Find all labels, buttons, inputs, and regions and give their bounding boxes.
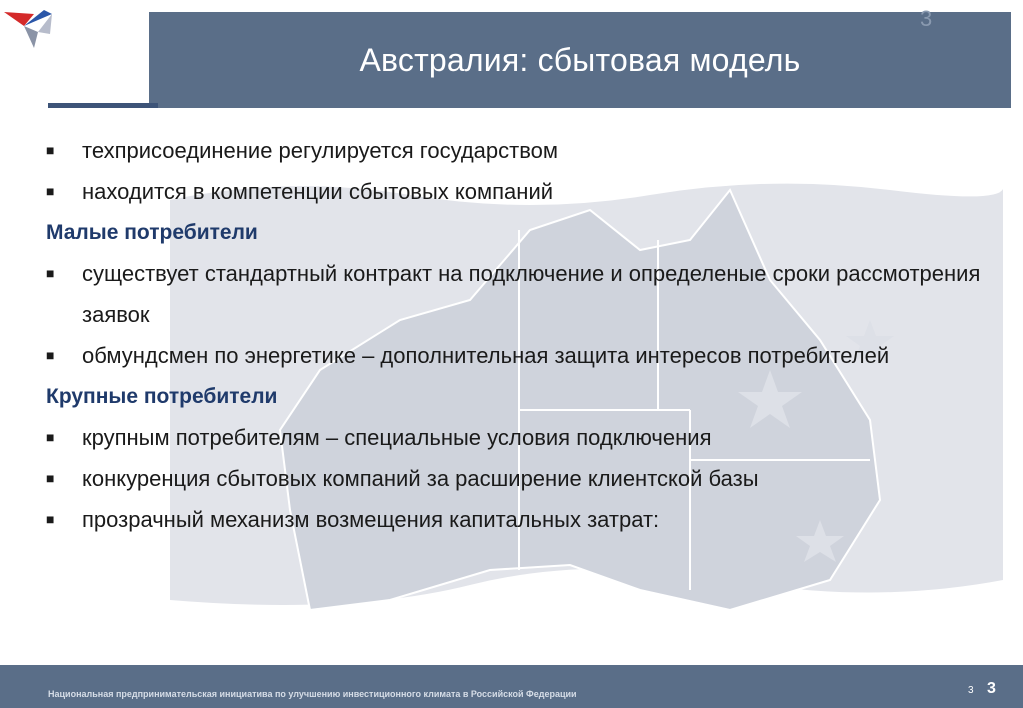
section-heading-large-consumers: Крупные потребители — [46, 385, 278, 408]
bullet-text: находится в компетенции сбытовых компаний — [82, 179, 554, 204]
bullet-marker: ■ — [46, 511, 55, 527]
bullet-marker: ■ — [46, 429, 55, 445]
bullet-item — [46, 253, 1006, 335]
bullet-marker: ■ — [46, 470, 55, 486]
bullet-text: конкуренция сбытовых компаний за расширение клиентской базы — [82, 466, 759, 491]
bullet-text: существует стандартный контракт на подключение и определеные сроки рассмотрения заявок — [82, 261, 981, 327]
bullet-text: техприсоединение регулируется государством — [82, 138, 559, 163]
bullet-item — [46, 458, 1006, 499]
initiative-logo — [4, 4, 60, 54]
bullet-item — [46, 130, 1006, 171]
footer-bar — [0, 665, 1023, 708]
footer-organization-text: Национальная предпринимательская инициатива по улучшению инвестиционного климата в Российской Федерации — [48, 689, 577, 699]
bullet-item — [46, 499, 1006, 540]
footer-page-number-small: 3 — [968, 685, 974, 696]
slide-title: Австралия: сбытовая модель — [359, 41, 801, 78]
footer-page-number: 3 — [987, 680, 996, 697]
header-underline — [48, 103, 158, 108]
bullet-text: крупным потребителям – специальные условия подключения — [82, 425, 712, 450]
bullet-marker: ■ — [46, 265, 55, 281]
bullet-item — [46, 171, 1006, 212]
bullet-item — [46, 335, 1006, 376]
header-page-number: 3 — [920, 6, 933, 31]
bullet-text: обмундсмен по энергетике – дополнительная защита интересов потребителей — [82, 343, 890, 368]
bullet-item — [46, 417, 1006, 458]
bullet-marker: ■ — [46, 142, 55, 158]
slide-content — [46, 130, 1006, 540]
bullet-marker: ■ — [46, 347, 55, 363]
bullet-marker: ■ — [46, 183, 55, 199]
section-heading-small-consumers: Малые потребители — [46, 221, 258, 244]
bullet-text: прозрачный механизм возмещения капитальных затрат: — [82, 507, 660, 532]
